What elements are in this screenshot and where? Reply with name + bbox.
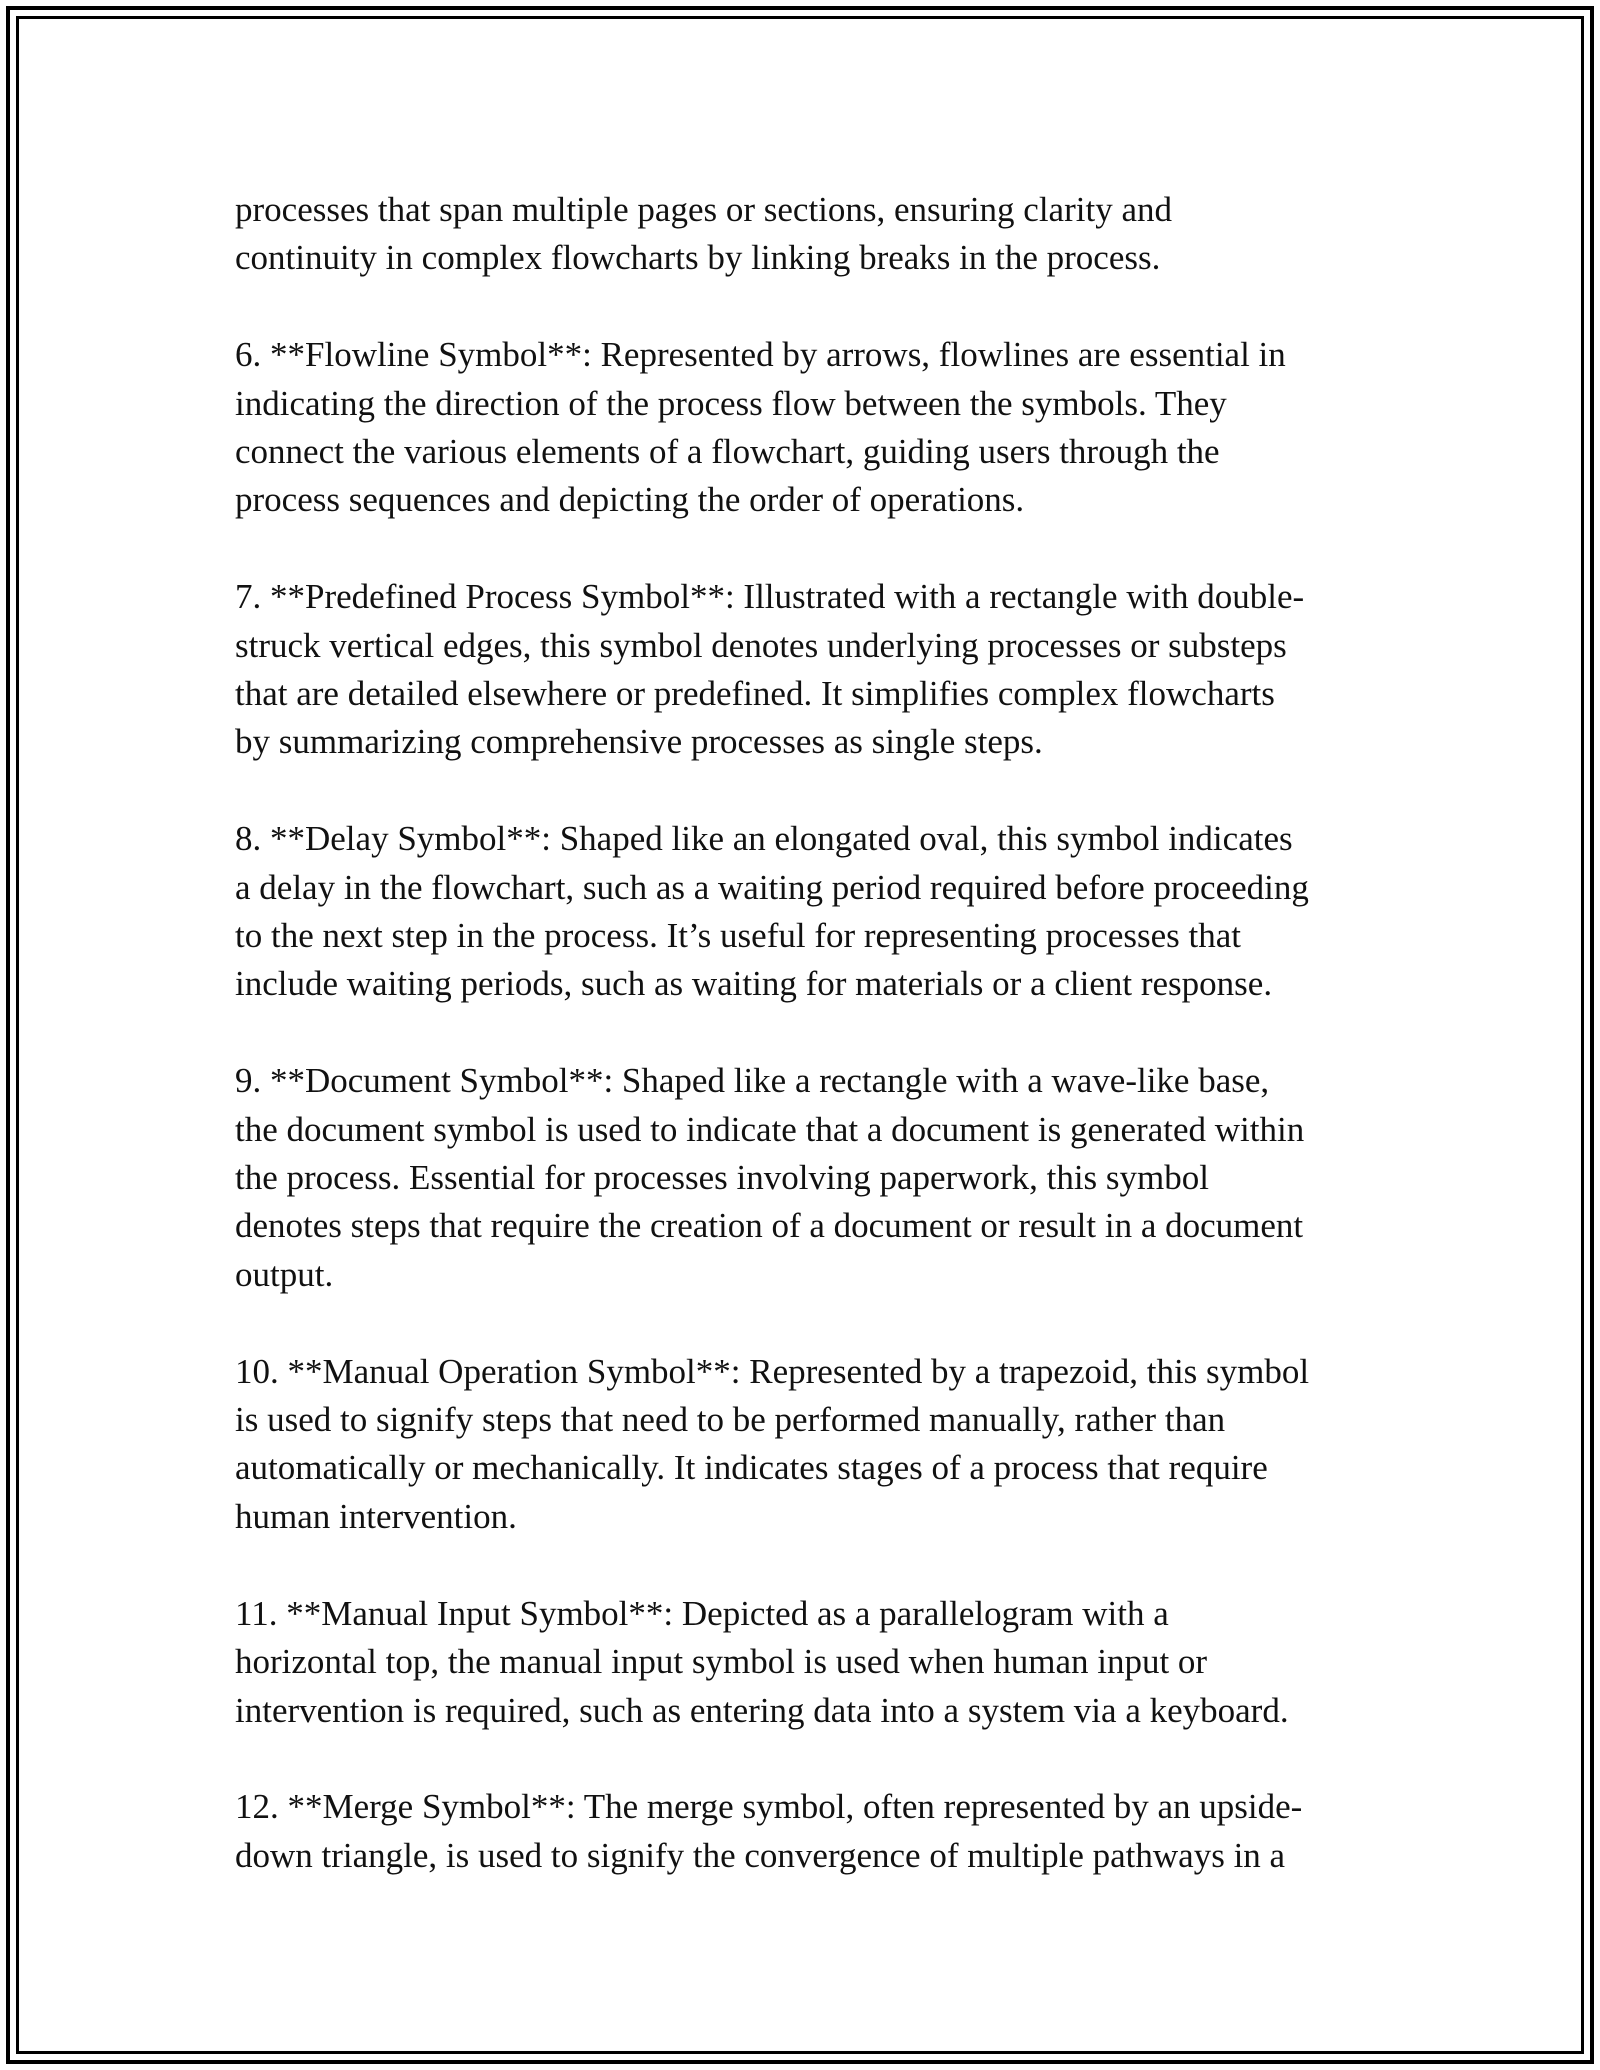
text-line: 10. **Manual Operation Symbol**: Represented by a trapezoid, this symbol xyxy=(235,1351,1310,1391)
paragraph-document-symbol xyxy=(235,1057,1375,1299)
paragraph-flowline-symbol xyxy=(235,331,1375,525)
text-line: to the next step in the process. It’s useful for representing processes that xyxy=(235,916,1241,956)
text-line: 9. **Document Symbol**: Shaped like a rectangle with a wave-like base, xyxy=(235,1061,1270,1101)
text-line: human intervention. xyxy=(235,1496,517,1536)
paragraph-delay-symbol xyxy=(235,815,1375,1009)
paragraph-continuation xyxy=(235,186,1375,283)
text-line: continuity in complex flowcharts by linking breaks in the process. xyxy=(235,238,1161,278)
text-line: 12. **Merge Symbol**: The merge symbol, often represented by an upside- xyxy=(235,1787,1303,1827)
paragraph-manual-operation-symbol xyxy=(235,1348,1375,1542)
document-body xyxy=(235,186,1375,1929)
text-line: connect the various elements of a flowchart, guiding users through the xyxy=(235,432,1220,472)
text-line: down triangle, is used to signify the convergence of multiple pathways in a xyxy=(235,1835,1286,1875)
text-line: horizontal top, the manual input symbol is used when human input or xyxy=(235,1642,1208,1682)
text-line: processes that span multiple pages or sections, ensuring clarity and xyxy=(235,190,1172,229)
text-line: a delay in the flowchart, such as a waiting period required before proceeding xyxy=(235,867,1309,907)
text-line: 6. **Flowline Symbol**: Represented by arrows, flowlines are essential in xyxy=(235,335,1286,375)
text-line: process sequences and depicting the order of operations. xyxy=(235,480,1025,520)
text-line: the process. Essential for processes involving paperwork, this symbol xyxy=(235,1158,1209,1198)
text-line: 7. **Predefined Process Symbol**: Illustrated with a rectangle with double- xyxy=(235,577,1305,617)
text-line: 11. **Manual Input Symbol**: Depicted as a parallelogram with a xyxy=(235,1593,1169,1633)
text-line: include waiting periods, such as waiting for materials or a client response. xyxy=(235,964,1273,1004)
text-line: that are detailed elsewhere or predefined. It simplifies complex flowcharts xyxy=(235,674,1275,714)
text-line: 8. **Delay Symbol**: Shaped like an elongated oval, this symbol indicates xyxy=(235,819,1293,859)
paragraph-manual-input-symbol xyxy=(235,1590,1375,1735)
text-line: intervention is required, such as entering data into a system via a keyboard. xyxy=(235,1690,1289,1730)
text-line: the document symbol is used to indicate that a document is generated within xyxy=(235,1109,1305,1149)
text-line: indicating the direction of the process flow between the symbols. They xyxy=(235,383,1227,423)
text-line: struck vertical edges, this symbol denotes underlying processes or substeps xyxy=(235,625,1287,665)
text-line: is used to signify steps that need to be performed manually, rather than xyxy=(235,1400,1226,1440)
text-line: output. xyxy=(235,1254,334,1294)
paragraph-merge-symbol xyxy=(235,1783,1375,1880)
text-line: automatically or mechanically. It indicates stages of a process that require xyxy=(235,1448,1268,1488)
text-line: denotes steps that require the creation of a document or result in a document xyxy=(235,1206,1304,1246)
paragraph-predefined-process-symbol xyxy=(235,573,1375,767)
text-line: by summarizing comprehensive processes as single steps. xyxy=(235,722,1043,762)
